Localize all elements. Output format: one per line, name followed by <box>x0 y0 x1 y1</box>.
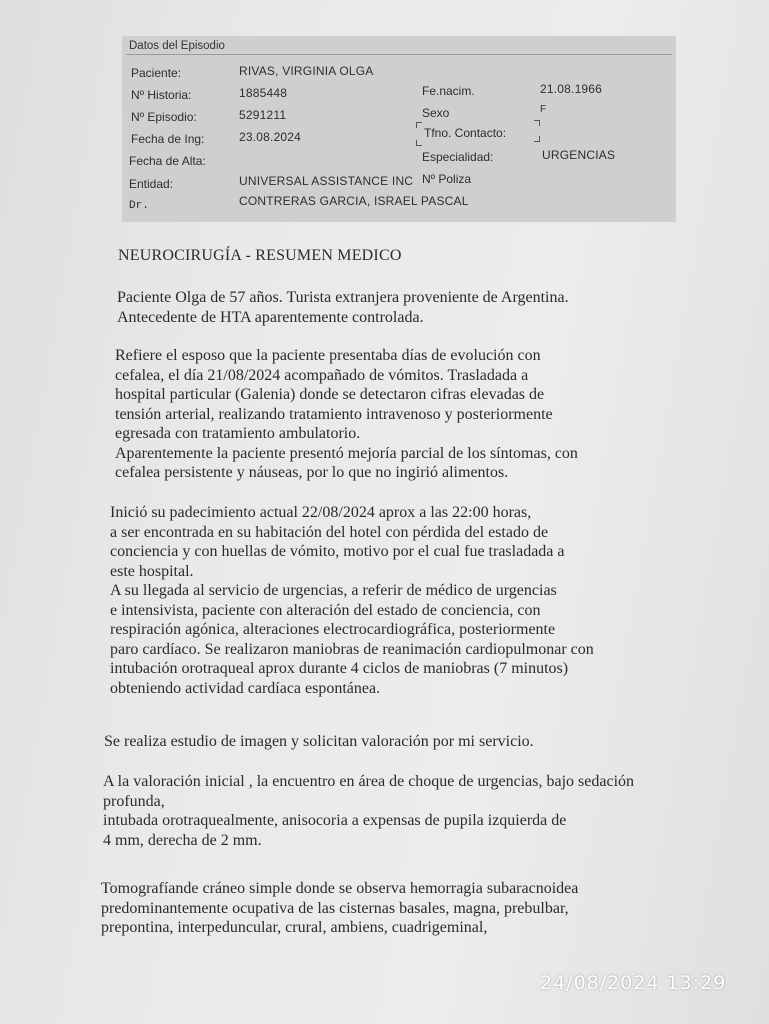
text-line: e intensivista, paciente con alteración del estado de conciencia, con <box>110 601 541 619</box>
tfno-bracket-bl <box>416 140 422 146</box>
text-line: A la valoración inicial , la encuentro en área de choque de urgencias, bajo sedación <box>103 773 635 790</box>
text-line: prepontina, interpeduncular, crural, ambiens, cuadrigeminal, <box>101 919 488 936</box>
text-line: Aparentemente la paciente presentó mejoría parcial de los síntomas, con <box>115 444 578 462</box>
text-line: intubada orotraquealmente, anisocoria a expensas de pupila izquierda de <box>103 812 567 829</box>
episodio-label: Nº Episodio: <box>131 110 197 124</box>
paciente-value: RIVAS, VIRGINIA OLGA <box>239 64 374 78</box>
poliza-label: Nº Poliza <box>422 172 472 186</box>
text-line: profunda, <box>103 792 165 810</box>
sexo-label: Sexo <box>422 106 450 120</box>
episode-box-title: Datos del Episodio <box>129 40 225 52</box>
paragraph-history <box>115 346 578 483</box>
paragraph-current-illness <box>110 503 594 698</box>
text-line: intubación orotraqueal aprox durante 4 ciclos de maniobras (7 minutos) <box>110 660 569 677</box>
doctor-label: Dr. <box>129 200 149 212</box>
text-line: Refiere el esposo que la paciente presentaba días de evolución con <box>115 347 541 364</box>
historia-value: 1885448 <box>239 86 288 100</box>
title-divider <box>126 54 672 55</box>
fenacim-label: Fe.nacim. <box>422 84 475 98</box>
text-line: Antecedente de HTA aparentemente controlada. <box>117 308 424 326</box>
especialidad-label: Especialidad: <box>422 150 494 164</box>
text-line: obteniendo actividad cardíaca espontánea. <box>110 679 381 697</box>
episode-data-box <box>122 36 676 222</box>
paragraph-tomography <box>101 879 578 938</box>
historia-label: Nº Historia: <box>131 88 192 102</box>
text-line: Paciente Olga de 57 años. Turista extranjera proveniente de Argentina. <box>117 289 569 306</box>
text-line: respiración agónica, alteraciones electrocardiográfica, posteriormente <box>110 621 556 638</box>
text-line: hospital particular (Galenia) donde se detectaron cifras elevadas de <box>115 386 545 403</box>
text-line: conciencia y con huellas de vómito, motivo por el cual fue trasladada a <box>110 543 565 560</box>
ingreso-value: 23.08.2024 <box>239 130 302 144</box>
fenacim-value: 21.08.1966 <box>540 82 603 96</box>
text-line: este hospital. <box>110 562 194 580</box>
entidad-label: Entidad: <box>129 177 174 191</box>
text-line: predominantemente ocupativa de las cisternas basales, magna, prebulbar, <box>101 899 569 917</box>
text-line: egresada con tratamiento ambulatorio. <box>115 425 361 442</box>
tfno-bracket-br <box>534 136 540 142</box>
photo-timestamp: 24/08/2024 13:29 <box>540 972 727 994</box>
entidad-value: UNIVERSAL ASSISTANCE INC <box>239 174 414 188</box>
alta-label: Fecha de Alta: <box>129 154 206 168</box>
especialidad-value: URGENCIAS <box>542 148 616 162</box>
text-line: Se realiza estudio de imagen y solicitan valoración por mi servicio. <box>104 733 534 750</box>
doctor-value: CONTRERAS GARCIA, ISRAEL PASCAL <box>239 194 469 208</box>
text-line: a ser encontrada en su habitación del hotel con pérdida del estado de <box>110 523 549 541</box>
document-title: NEUROCIRUGÍA - RESUMEN MEDICO <box>118 247 402 264</box>
tfno-bracket-tl <box>416 122 422 128</box>
episodio-value: 5291211 <box>239 108 287 122</box>
tfno-label: Tfno. Contacto: <box>424 126 507 140</box>
text-line: cefalea persistente y náuseas, por lo que no ingirió alimentos. <box>115 464 509 481</box>
text-line: 4 mm, derecha de 2 mm. <box>103 831 262 849</box>
ingreso-label: Fecha de Ing: <box>131 132 205 146</box>
paciente-label: Paciente: <box>131 66 182 80</box>
tfno-bracket-tr <box>534 120 540 126</box>
sexo-value: F <box>540 104 547 115</box>
text-line: tensión arterial, realizando tratamiento intravenoso y posteriormente <box>115 405 553 423</box>
paragraph-intro <box>117 288 569 327</box>
paragraph-imaging <box>104 732 534 752</box>
text-line: cefalea, el día 21/08/2024 acompañado de vómitos. Trasladada a <box>115 366 529 384</box>
paragraph-initial-assessment <box>103 772 634 850</box>
text-line: Tomografíande cráneo simple donde se observa hemorragia subaracnoidea <box>101 880 579 897</box>
text-line: A su llegada al servicio de urgencias, a referir de médico de urgencias <box>110 582 557 599</box>
text-line: paro cardíaco. Se realizaron maniobras de reanimación cardiopulmonar con <box>110 640 594 658</box>
text-line: Inició su padecimiento actual 22/08/2024 aprox a las 22:00 horas, <box>110 504 532 521</box>
